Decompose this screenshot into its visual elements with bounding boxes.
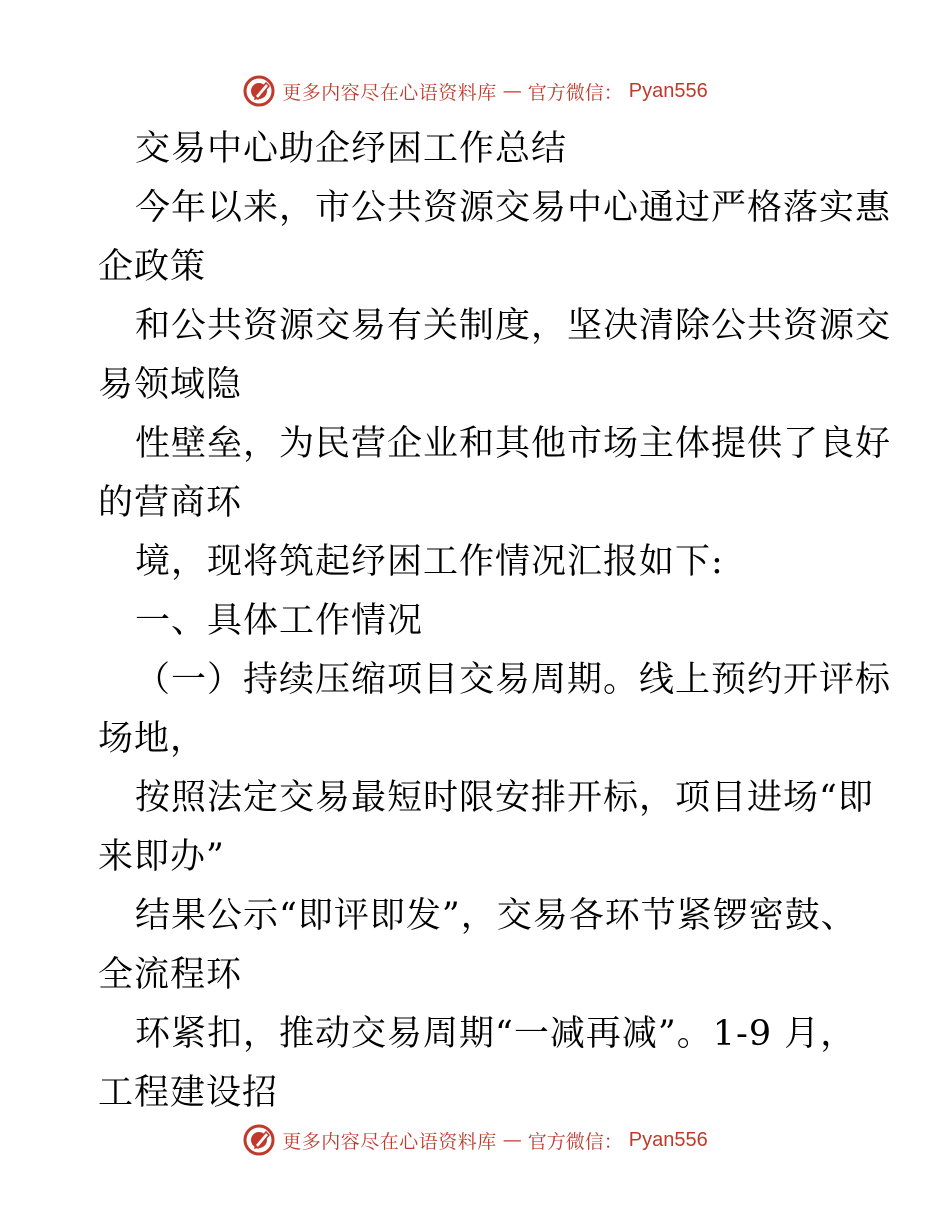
banner-site-text: 更多内容尽在心语资料库 [282,81,497,104]
body-text-line: 性壁垒，为民营企业和其他市场主体提供了良好 [135,424,892,464]
document-title: 交易中心助企纾困工作总结 [135,129,568,169]
body-text-line: 易领域隐 [98,365,243,405]
body-text-line: 全流程环 [98,955,243,995]
body-text-line: 的营商环 [98,483,243,523]
body-text-line: 环紧扣，推动交易周期“一减再减”。1-9 月， [135,1014,857,1054]
pen-logo-icon [242,74,276,108]
body-text-line: 一、具体工作情况 [135,601,424,641]
body-text-line: 工程建设招 [98,1073,279,1113]
document-body [98,120,892,1123]
banner-contact-id: Pyan556 [628,79,708,102]
body-text-line: （一）持续压缩项目交易周期。线上预约开评标 [135,660,892,700]
body-text-line: 境，现将筑起纾困工作情况汇报如下: [135,542,724,582]
pen-logo-icon [242,1123,276,1157]
banner-dash: — [502,1129,522,1151]
body-text-line: 来即办” [98,837,225,877]
body-text-line: 企政策 [98,247,207,287]
banner-dash: — [502,80,522,102]
banner-site-text: 更多内容尽在心语资料库 [282,1130,497,1153]
body-text-line: 场地， [98,719,207,759]
banner-contact-id: Pyan556 [628,1128,708,1151]
header-watermark-banner [0,71,950,111]
banner-contact-label: 官方微信： [527,81,623,104]
banner-contact-label: 官方微信： [527,1130,623,1153]
body-text-line: 今年以来，市公共资源交易中心通过严格落实惠 [135,188,892,228]
body-text-line: 和公共资源交易有关制度，坚决清除公共资源交 [135,306,892,346]
body-text-line: 按照法定交易最短时限安排开标，项目进场“即 [135,778,874,818]
footer-watermark-banner [0,1120,950,1160]
body-text-line: 结果公示“即评即发”，交易各环节紧锣密鼓、 [135,896,857,936]
